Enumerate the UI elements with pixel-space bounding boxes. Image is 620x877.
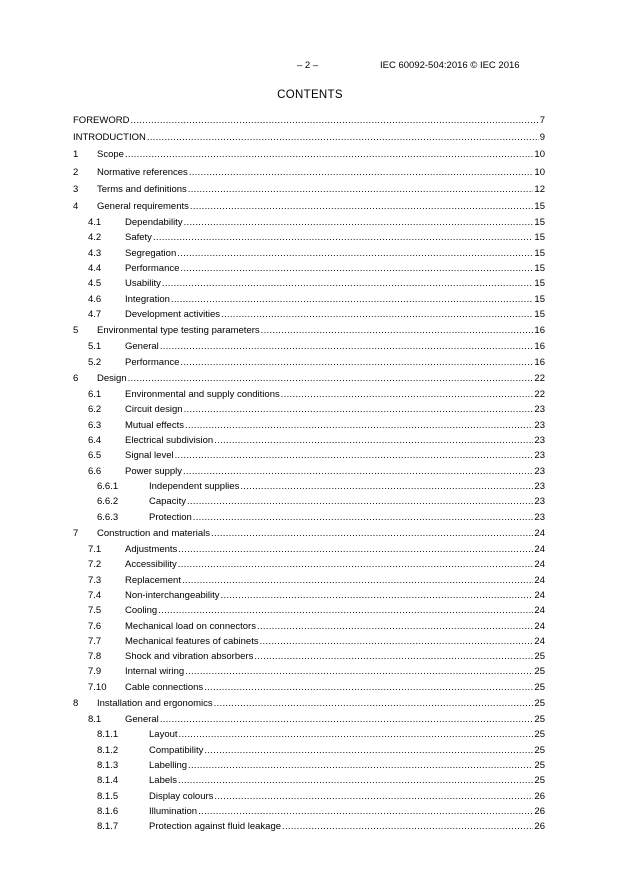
toc-entry-title: Design <box>97 372 127 384</box>
toc-entry-title: Safety <box>125 232 152 244</box>
toc-entry-page: 15 <box>534 263 545 275</box>
toc-entry-page: 25 <box>534 760 545 772</box>
toc-entry-page: 16 <box>534 325 545 337</box>
toc-entry-title: Dependability <box>125 217 183 229</box>
toc-entry[interactable] <box>73 494 545 509</box>
toc-entry-page: 25 <box>534 651 545 663</box>
toc-dot-leader <box>260 634 534 649</box>
toc-entry-title: Mutual effects <box>125 419 184 431</box>
toc-entry-page: 23 <box>534 450 545 462</box>
toc-entry-title: Development activities <box>125 308 221 320</box>
toc-entry[interactable] <box>73 695 545 712</box>
toc-entry-number: 8.1.6 <box>97 805 119 817</box>
toc-entry-title: Signal level <box>125 450 174 462</box>
toc-entry-number: 4.5 <box>88 278 102 290</box>
toc-entry-number: 4.6 <box>88 293 102 305</box>
toc-entry[interactable] <box>73 789 545 804</box>
toc-entry-title: Cooling <box>125 605 158 617</box>
toc-entry-number: 6.6.2 <box>97 496 119 508</box>
toc-entry-title: Layout <box>149 729 178 741</box>
toc-entry-page: 25 <box>534 714 545 726</box>
toc-entry-page: 23 <box>534 511 545 523</box>
toc-entry-number: 6.3 <box>88 419 102 431</box>
toc-entry[interactable] <box>73 181 545 198</box>
toc-entry[interactable] <box>73 418 545 433</box>
toc-entry-number: 8.1.4 <box>97 775 119 787</box>
toc-entry-page: 15 <box>534 200 545 212</box>
toc-entry[interactable] <box>73 370 545 387</box>
toc-entry[interactable] <box>73 307 545 322</box>
toc-entry-number: 6.6 <box>88 465 102 477</box>
toc-dot-leader <box>128 370 534 387</box>
toc-entry-number: 6 <box>73 372 79 384</box>
toc-entry-title: Performance <box>125 263 180 275</box>
toc-entry-title: General <box>125 341 159 353</box>
toc-dot-leader <box>153 230 533 245</box>
toc-entry[interactable] <box>73 433 545 448</box>
toc-entry-number: 4.7 <box>88 308 102 320</box>
toc-entry-number: 6.5 <box>88 450 102 462</box>
toc-entry-page: 15 <box>534 232 545 244</box>
toc-entry-title: Electrical subdivision <box>125 435 214 447</box>
toc-dot-leader <box>147 129 539 146</box>
toc-entry-number: 4.1 <box>88 217 102 229</box>
toc-entry-number: 7.8 <box>88 651 102 663</box>
toc-entry-number: 4 <box>73 200 79 212</box>
toc-entry-number: 7 <box>73 527 79 539</box>
toc-entry-page: 15 <box>534 278 545 290</box>
toc-dot-leader <box>190 198 534 215</box>
toc-entry-title: Mechanical load on connectors <box>125 620 256 632</box>
toc-entry-number: 7.6 <box>88 620 102 632</box>
toc-dot-leader <box>184 215 534 230</box>
toc-entry-page: 23 <box>534 435 545 447</box>
toc-entry-number: 8.1.2 <box>97 744 119 756</box>
toc-entry[interactable] <box>73 819 545 834</box>
toc-entry-page: 15 <box>534 247 545 259</box>
toc-dot-leader <box>204 743 533 758</box>
toc-dot-leader <box>178 542 533 557</box>
toc-entry[interactable] <box>73 573 545 588</box>
toc-dot-leader <box>185 418 533 433</box>
toc-entry[interactable] <box>73 588 545 603</box>
toc-dot-leader <box>214 695 534 712</box>
toc-entry[interactable] <box>73 198 545 215</box>
toc-entry-number: 6.6.3 <box>97 511 119 523</box>
toc-entry-page: 26 <box>534 821 545 833</box>
toc-entry-number: 8.1.7 <box>97 821 119 833</box>
toc-entry[interactable] <box>73 758 545 773</box>
toc-entry[interactable] <box>73 129 545 146</box>
toc-entry-page: 24 <box>534 527 545 539</box>
toc-entry-number: 8 <box>73 698 79 709</box>
toc-entry-number: 8.1.5 <box>97 790 119 802</box>
toc-entry-number: 3 <box>73 183 79 195</box>
toc-entry[interactable] <box>73 215 545 230</box>
toc-entry[interactable] <box>73 112 545 129</box>
toc-entry[interactable] <box>73 773 545 788</box>
toc-entry-page: 24 <box>534 605 545 617</box>
toc-entry-number: 5 <box>73 325 79 337</box>
toc-entry-number: 8.1.3 <box>97 760 119 772</box>
toc-entry-number: 7.1 <box>88 544 102 556</box>
toc-entry[interactable] <box>73 339 545 354</box>
toc-entry-title: Replacement <box>125 574 181 586</box>
toc-entry[interactable] <box>73 387 545 402</box>
toc-dot-leader <box>162 276 534 291</box>
toc-dot-leader <box>214 433 533 448</box>
toc-entry-page: 25 <box>534 729 545 741</box>
toc-entry-number: 6.6.1 <box>97 480 119 492</box>
toc-entry-page: 25 <box>534 681 545 693</box>
toc-entry-title: Labelling <box>149 760 188 772</box>
toc-entry-title: Circuit design <box>125 404 183 416</box>
toc-entry-title: Environmental and supply conditions <box>125 389 280 401</box>
toc-dot-leader <box>160 339 534 354</box>
toc-entry-page: 10 <box>534 166 545 178</box>
toc-entry[interactable] <box>73 603 545 618</box>
toc-entry-title: General <box>125 714 159 726</box>
toc-entry[interactable] <box>73 230 545 245</box>
toc-entry-page: 26 <box>534 790 545 802</box>
toc-entry-title: Installation and ergonomics <box>97 698 213 709</box>
toc-entry-number: 6.2 <box>88 404 102 416</box>
toc-entry-number: 4.2 <box>88 232 102 244</box>
toc-entry-page: 7 <box>539 115 545 126</box>
toc-dot-leader <box>221 307 533 322</box>
toc-dot-leader <box>254 649 533 664</box>
toc-dot-leader <box>193 510 534 525</box>
toc-entry-page: 23 <box>534 465 545 477</box>
toc-entry[interactable] <box>73 664 545 679</box>
toc-entry-number: 5.2 <box>88 356 102 368</box>
toc-entry[interactable] <box>73 261 545 276</box>
toc-entry[interactable] <box>73 510 545 525</box>
toc-entry-page: 24 <box>534 620 545 632</box>
toc-entry-number: 8.1 <box>88 714 102 726</box>
toc-entry-page: 26 <box>534 805 545 817</box>
toc-entry-number: 4.3 <box>88 247 102 259</box>
toc-dot-leader <box>178 557 534 572</box>
toc-entry-title: Terms and definitions <box>97 183 187 195</box>
toc-entry-number: 7.10 <box>88 681 107 693</box>
toc-entry-page: 24 <box>534 635 545 647</box>
toc-dot-leader <box>240 479 533 494</box>
toc-entry-number: 7.3 <box>88 574 102 586</box>
toc-entry-page: 23 <box>534 480 545 492</box>
toc-entry-page: 15 <box>534 308 545 320</box>
toc-entry[interactable] <box>73 727 545 742</box>
toc-entry[interactable] <box>73 164 545 181</box>
toc-entry[interactable] <box>73 712 545 727</box>
toc-entry[interactable] <box>73 619 545 634</box>
toc-entry-page: 24 <box>534 544 545 556</box>
toc-dot-leader <box>182 573 533 588</box>
toc-entry-title: Shock and vibration absorbers <box>125 651 254 663</box>
toc-dot-leader <box>282 819 533 834</box>
toc-dot-leader <box>180 261 533 276</box>
toc-dot-leader <box>179 727 534 742</box>
toc-entry-page: 16 <box>534 341 545 353</box>
toc-entry[interactable] <box>73 355 545 370</box>
toc-entry-title: Adjustments <box>125 544 178 556</box>
toc-entry-page: 22 <box>534 372 545 384</box>
toc-entry[interactable] <box>73 276 545 291</box>
toc-entry-page: 25 <box>534 698 545 709</box>
toc-entry-page: 23 <box>534 419 545 431</box>
toc-dot-leader <box>160 712 534 727</box>
toc-entry-page: 10 <box>534 149 545 161</box>
toc-entry[interactable] <box>73 146 545 163</box>
toc-entry-number: 6.4 <box>88 435 102 447</box>
toc-entry-title: Compatibility <box>149 744 204 756</box>
toc-entry[interactable] <box>73 634 545 649</box>
toc-entry-page: 24 <box>534 574 545 586</box>
toc-dot-leader <box>214 789 533 804</box>
toc-entry-title: Performance <box>125 356 180 368</box>
toc-dot-leader <box>183 464 533 479</box>
toc-entry-page: 15 <box>534 293 545 305</box>
page-number: – 2 – <box>297 60 319 71</box>
toc-entry[interactable] <box>73 743 545 758</box>
toc-entry-number: 7.4 <box>88 589 102 601</box>
toc-dot-leader <box>175 448 534 463</box>
toc-entry-number: 7.5 <box>88 605 102 617</box>
toc-dot-leader <box>178 773 533 788</box>
toc-dot-leader <box>180 355 533 370</box>
toc-entry-page: 15 <box>534 217 545 229</box>
toc-entry-title: Non-interchangeability <box>125 589 220 601</box>
toc-entry[interactable] <box>73 292 545 307</box>
toc-entry-title: Accessibility <box>125 559 177 571</box>
toc-entry[interactable] <box>73 479 545 494</box>
toc-entry[interactable] <box>73 322 545 339</box>
toc-entry-title: Cable connections <box>125 681 204 693</box>
toc-dot-leader <box>257 619 533 634</box>
toc-entry[interactable] <box>73 542 545 557</box>
toc-entry-number: 2 <box>73 166 79 178</box>
toc-dot-leader <box>130 112 538 129</box>
toc-dot-leader <box>171 292 534 307</box>
toc-entry[interactable] <box>73 557 545 572</box>
toc-entry-title: Display colours <box>149 790 214 802</box>
toc-entry[interactable] <box>73 464 545 479</box>
toc-dot-leader <box>177 246 533 261</box>
toc-entry-title: Construction and materials <box>97 527 210 539</box>
toc-dot-leader <box>221 588 534 603</box>
toc-entry-page: 25 <box>534 666 545 678</box>
toc-dot-leader <box>184 402 534 417</box>
toc-dot-leader <box>204 680 533 695</box>
toc-entry-title: Capacity <box>149 496 186 508</box>
toc-entry-title: Usability <box>125 278 161 290</box>
toc-dot-leader <box>189 164 534 181</box>
toc-entry-title: Independent supplies <box>149 480 240 492</box>
toc-entry-title: Internal wiring <box>125 666 185 678</box>
toc-dot-leader <box>188 758 533 773</box>
toc-entry-number: 4.4 <box>88 263 102 275</box>
toc-entry-number: 7.9 <box>88 666 102 678</box>
toc-entry-title: Protection <box>149 511 192 523</box>
toc-entry-number: 5.1 <box>88 341 102 353</box>
toc-entry-number: 6.1 <box>88 389 102 401</box>
toc-entry-title: Segregation <box>125 247 177 259</box>
toc-entry-page: 23 <box>534 404 545 416</box>
toc-entry-number: 7.2 <box>88 559 102 571</box>
toc-dot-leader <box>281 387 534 402</box>
toc-entry-title: Integration <box>125 293 170 305</box>
toc-dot-leader <box>211 525 533 542</box>
table-of-contents <box>73 112 545 835</box>
toc-entry-title: Illumination <box>149 805 198 817</box>
toc-entry-title: FOREWORD <box>73 115 130 126</box>
toc-dot-leader <box>125 146 533 163</box>
toc-entry-page: 9 <box>539 132 545 144</box>
toc-entry[interactable] <box>73 680 545 695</box>
toc-entry-page: 25 <box>534 775 545 787</box>
toc-entry-title: General requirements <box>97 200 189 212</box>
toc-entry[interactable] <box>73 804 545 819</box>
toc-entry-page: 16 <box>534 356 545 368</box>
toc-dot-leader <box>187 494 533 509</box>
toc-entry-title: Labels <box>149 775 177 787</box>
toc-entry-title: Normative references <box>97 166 188 178</box>
toc-entry-page: 24 <box>534 589 545 601</box>
toc-entry[interactable] <box>73 402 545 417</box>
toc-entry-page: 23 <box>534 496 545 508</box>
page-title: CONTENTS <box>277 89 343 101</box>
toc-entry-title: Scope <box>97 149 124 161</box>
toc-entry-title: Environmental type testing parameters <box>97 325 260 337</box>
toc-dot-leader <box>261 322 534 339</box>
toc-entry-title: Protection against fluid leakage <box>149 821 282 833</box>
toc-entry[interactable] <box>73 246 545 261</box>
toc-dot-leader <box>188 181 534 198</box>
toc-entry-number: 7.7 <box>88 635 102 647</box>
toc-entry-page: 22 <box>534 389 545 401</box>
toc-entry-page: 12 <box>534 183 545 195</box>
document-reference: IEC 60092-504:2016 © IEC 2016 <box>380 60 520 71</box>
toc-entry-page: 25 <box>534 744 545 756</box>
toc-entry-title: Power supply <box>125 465 183 477</box>
toc-entry-title: INTRODUCTION <box>73 132 146 144</box>
toc-entry-number: 8.1.1 <box>97 729 119 741</box>
toc-entry-number: 1 <box>73 149 79 161</box>
toc-dot-leader <box>185 664 533 679</box>
toc-entry[interactable] <box>73 525 545 542</box>
toc-entry-page: 24 <box>534 559 545 571</box>
toc-dot-leader <box>198 804 533 819</box>
toc-entry[interactable] <box>73 448 545 463</box>
toc-entry[interactable] <box>73 649 545 664</box>
toc-dot-leader <box>158 603 533 618</box>
toc-entry-title: Mechanical features of cabinets <box>125 635 259 647</box>
